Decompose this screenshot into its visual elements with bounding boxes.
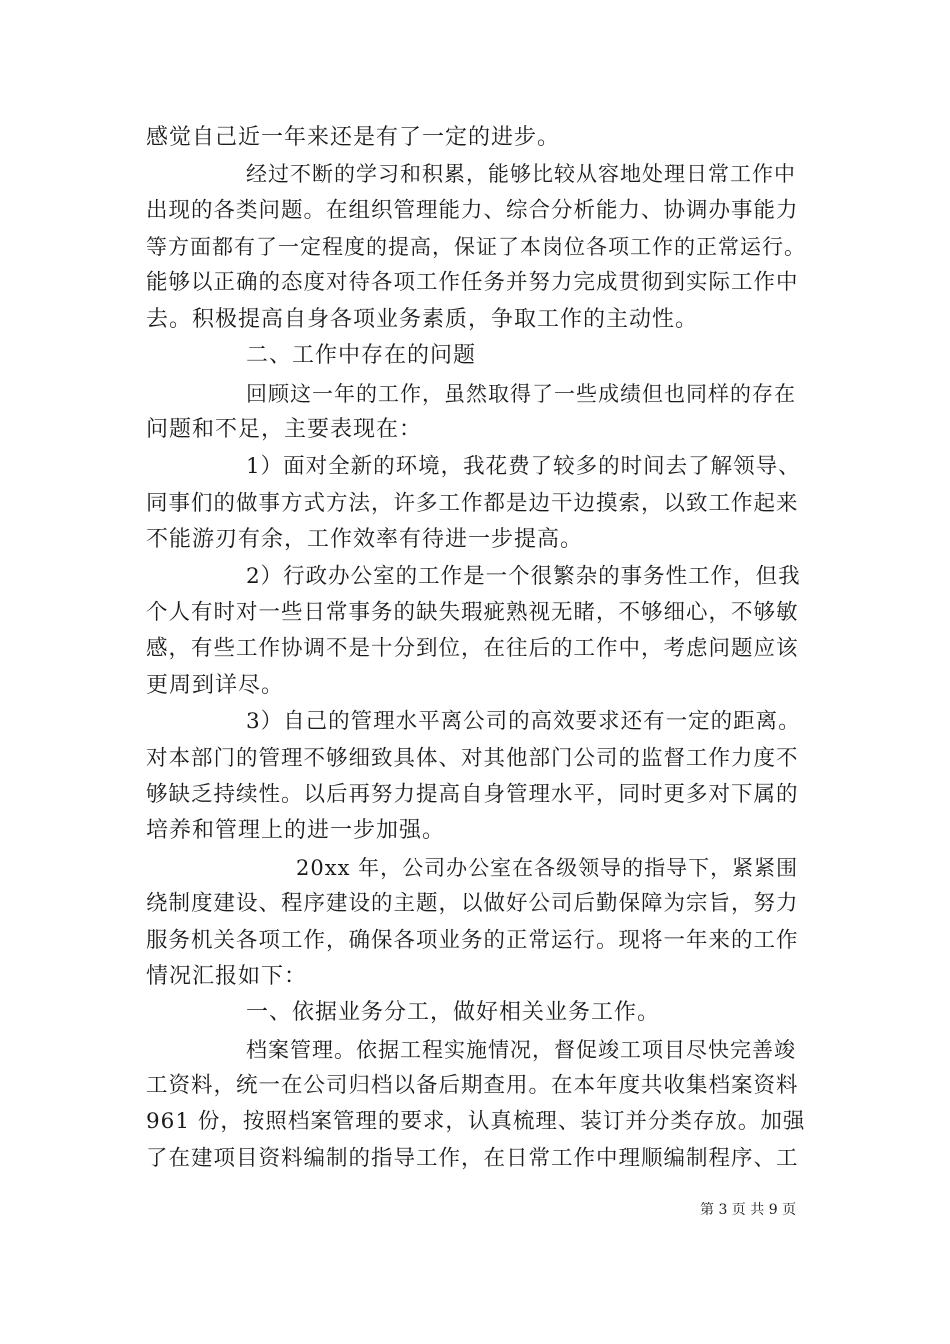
text-line: 2）行政办公室的工作是一个很繁杂的事务性工作，但我 <box>246 564 801 589</box>
text-line: 服务机关各项工作，确保各项业务的正常运行。现将一年来的工作 <box>146 928 799 953</box>
text-line: 够缺乏持续性。以后再努力提高自身管理水平，同时更多对下属的 <box>146 782 799 807</box>
section-heading: 一、依据业务分工，做好相关业务工作。 <box>246 1000 661 1025</box>
text-line: 了在建项目资料编制的指导工作，在日常工作中理顺编制程序、工 <box>146 1146 799 1171</box>
text-line: 更周到详尽。 <box>146 673 285 698</box>
text-line: 不能游刃有余，工作效率有待进一步提高。 <box>146 527 584 552</box>
text-line: 培养和管理上的进一步加强。 <box>146 818 446 843</box>
text-line: 问题和不足，主要表现在： <box>146 417 423 442</box>
text-line: 去。积极提高自身各项业务素质，争取工作的主动性。 <box>146 307 699 332</box>
text-line: 1）面对全新的环境，我花费了较多的时间去了解领导、 <box>246 454 801 479</box>
text-line: 961 份，按照档案管理的要求，认真梳理、装订并分类存放。加强 <box>146 1109 806 1134</box>
text-line: 3）自己的管理水平离公司的高效要求还有一定的距离。 <box>246 709 801 734</box>
text-line: 同事们的做事方式方法，许多工作都是边干边摸索，以致工作起来 <box>146 491 799 516</box>
text-line: 对本部门的管理不够细致具体、对其他部门公司的监督工作力度不 <box>146 746 799 771</box>
text-line: 档案管理。依据工程实施情况，督促竣工项目尽快完善竣 <box>246 1038 796 1062</box>
text-line: 能够以正确的态度对待各项工作任务并努力完成贯彻到实际工作中 <box>146 270 799 295</box>
text-line: 个人有时对一些日常事务的缺失瑕疵熟视无睹，不够细心，不够敏 <box>146 600 799 625</box>
text-line: 绕制度建设、程序建设的主题，以做好公司后勤保障为宗旨，努力 <box>146 891 799 916</box>
section-heading: 二、工作中存在的问题 <box>246 343 477 368</box>
text-line: 20xx 年，公司办公室在各级领导的指导下，紧紧围 <box>296 856 799 880</box>
text-line: 感，有些工作协调不是十分到位，在往后的工作中，考虑问题应该 <box>146 636 799 661</box>
page-number: 第 3 页 共 9 页 <box>700 1202 797 1218</box>
text-line: 经过不断的学习和积累，能够比较从容地处理日常工作中 <box>246 162 796 186</box>
text-line: 等方面都有了一定程度的提高，保证了本岗位各项工作的正常运行。 <box>146 235 806 259</box>
text-line: 工资料，统一在公司归档以备后期查用。在本年度共收集档案资料 <box>146 1073 799 1098</box>
text-line: 回顾这一年的工作，虽然取得了一些成绩但也同样的存在 <box>246 382 796 406</box>
text-line: 情况汇报如下： <box>146 964 308 989</box>
text-line: 感觉自己近一年来还是有了一定的进步。 <box>146 125 561 150</box>
text-line: 出现的各类问题。在组织管理能力、综合分析能力、协调办事能力 <box>146 198 799 223</box>
